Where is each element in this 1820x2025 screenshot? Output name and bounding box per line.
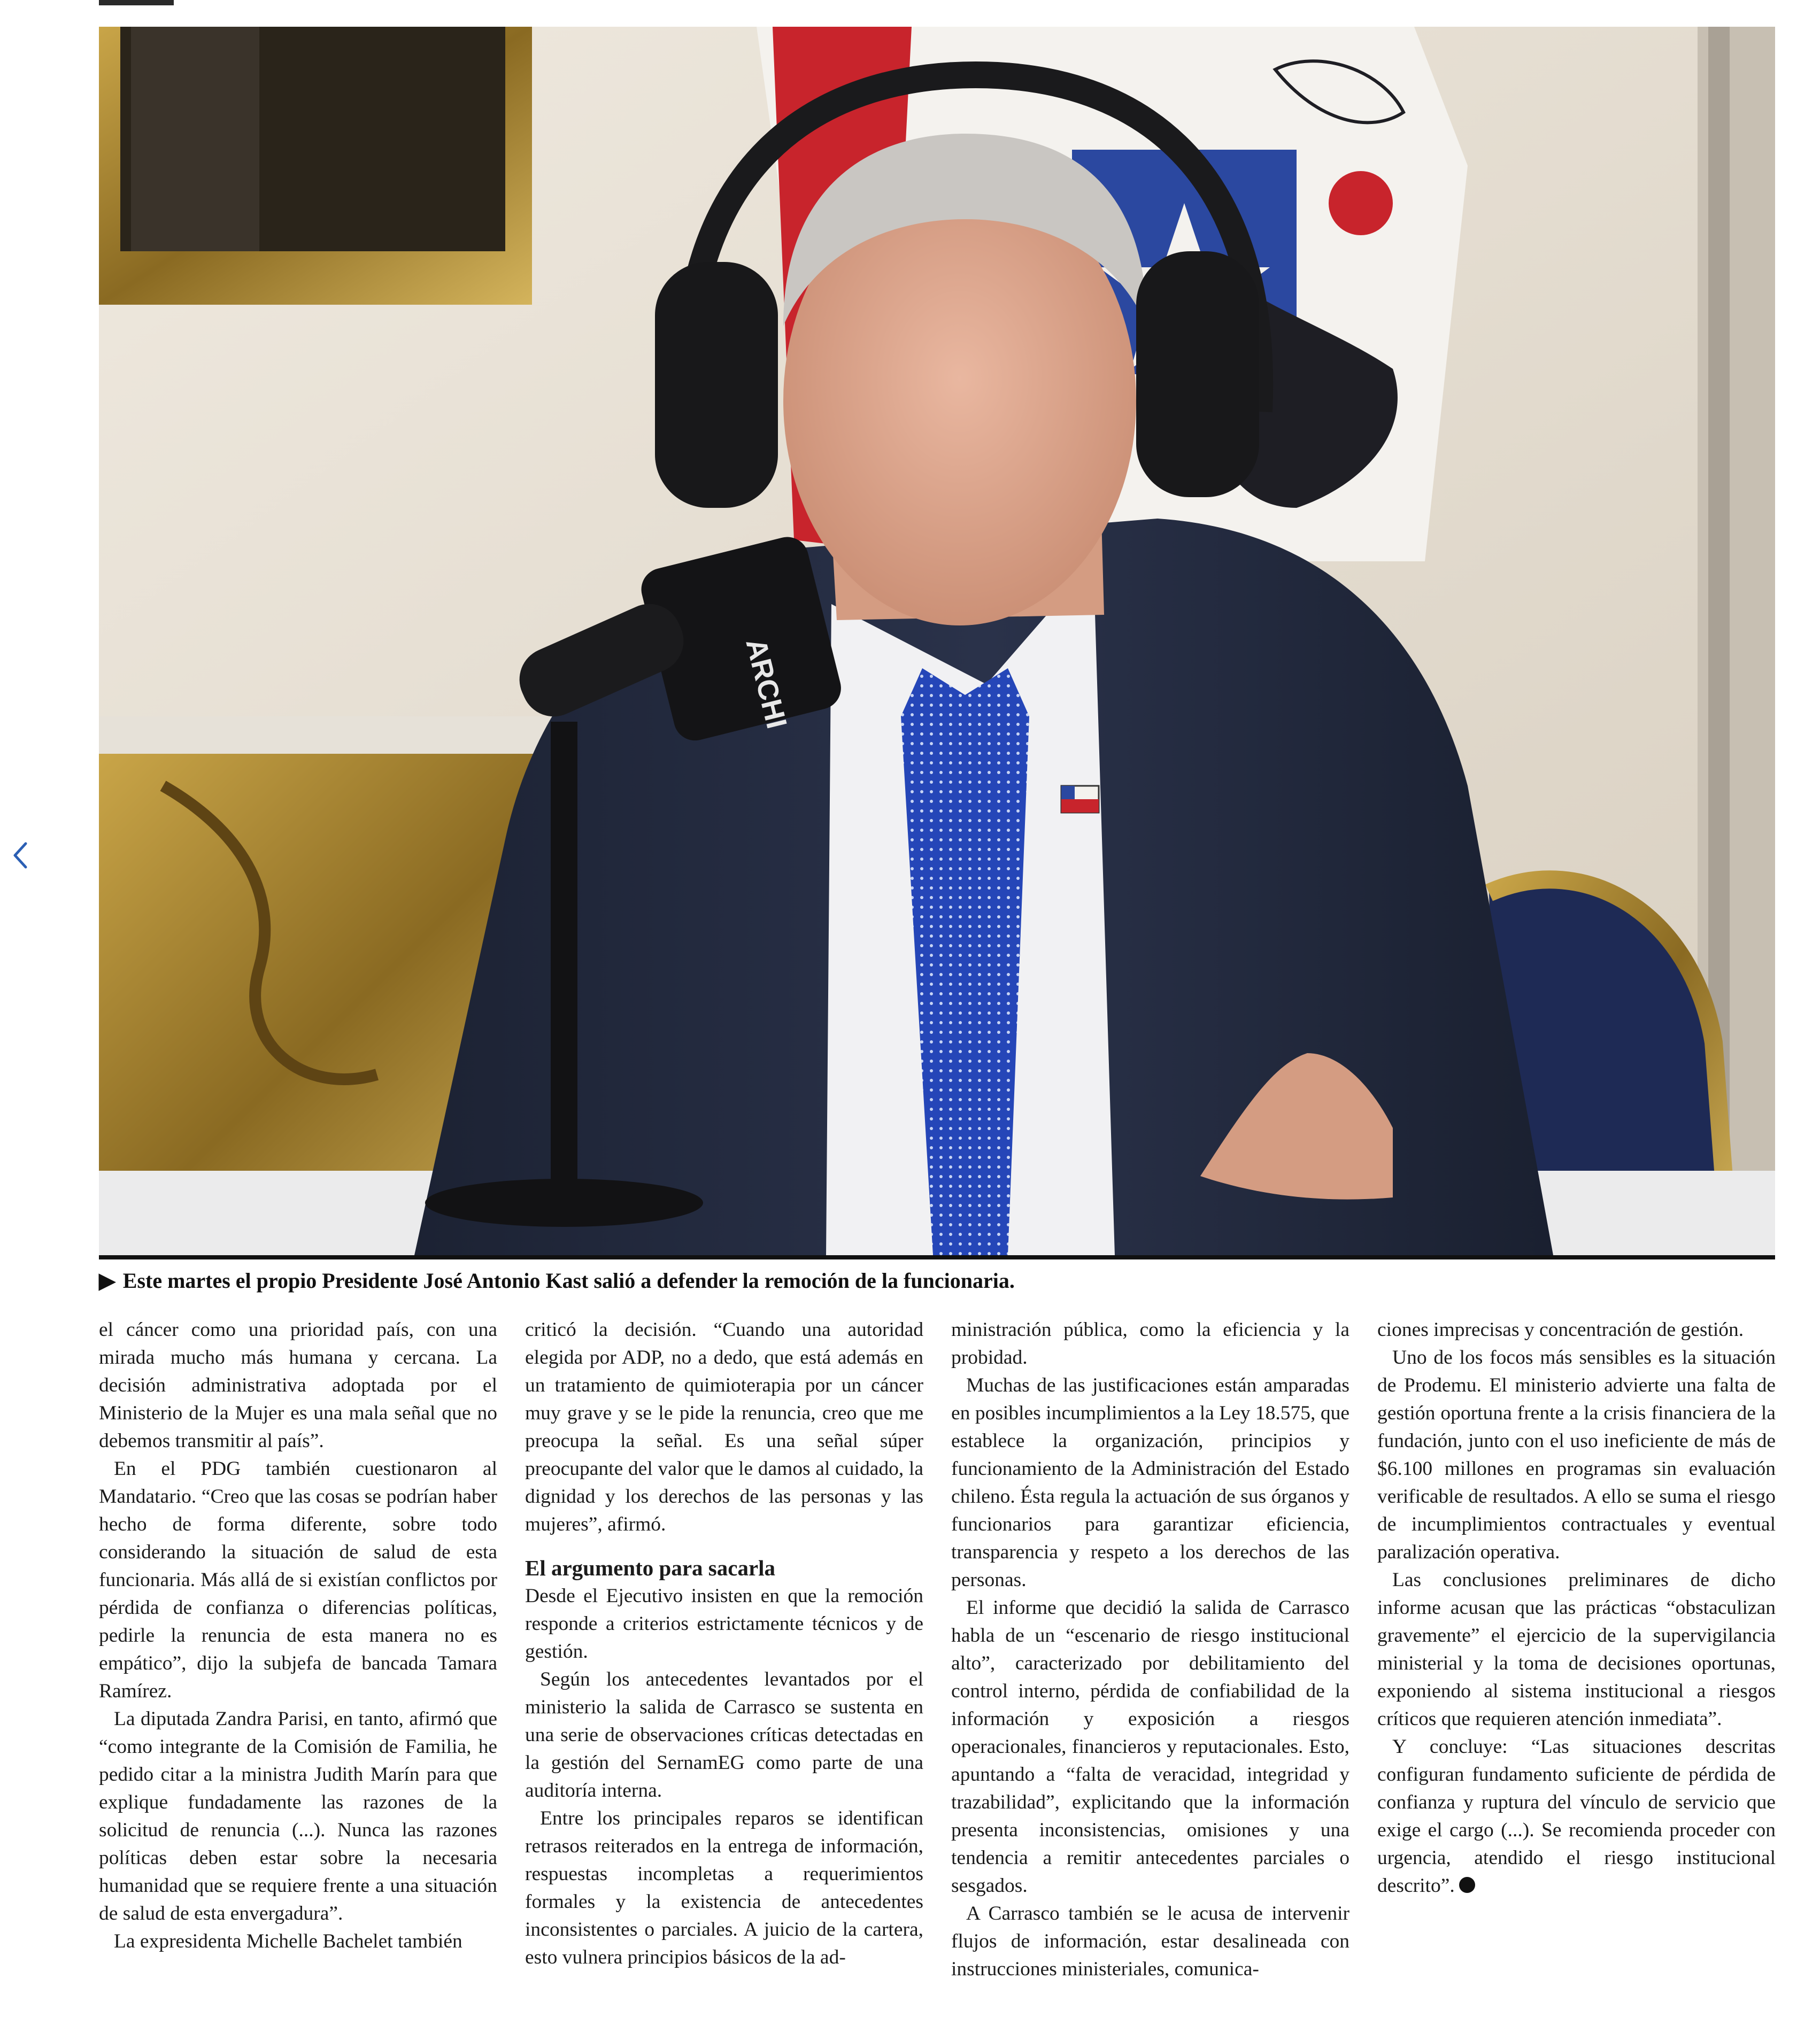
photo-caption <box>99 1266 1775 1298</box>
article-body <box>99 1316 1775 2011</box>
article-column-2 <box>525 1316 923 2011</box>
caption-triangle-icon: ▶ <box>99 1269 115 1293</box>
paragraph: A Carrasco también se le acusa de intervenir flujos de información, estar desalineada con instrucciones ministeriales, comunica- <box>951 1903 1349 1980</box>
article-photo <box>99 27 1775 1255</box>
article-column-4 <box>1377 1316 1776 2011</box>
paragraph: el cáncer como una prioridad país, con una mirada mucho más humana y cercana. La decisión administrativa adoptada por el Ministerio de la Mujer es una mala señal que no debemos transmitir al país”. <box>99 1319 497 1452</box>
paragraph: criticó la decisión. “Cuando una autoridad elegida por ADP, no a dedo, que está además en un tratamiento de quimioterapia por un cáncer muy grave y se le pide la renuncia, creo que me preocupa la señal. Es una señal súper preocupante del valor que le damos al cuidado, la dignidad y los derechos de las personas y las mujeres”, afirmó. <box>525 1319 923 1535</box>
paragraph: Las conclusiones preliminares de dicho informe acusan que las prácticas “obstaculizan gravemente” el ejercicio de la supervigilancia ministerial y la toma de decisiones oportunas, exponiendo al sistema institucional a riesgos críticos que requieren atención inmediata”. <box>1377 1569 1776 1730</box>
paragraph: ministración pública, como la eficiencia y la probidad. <box>951 1319 1349 1369</box>
section-header-fragment <box>99 0 174 5</box>
chevron-left-icon <box>9 839 32 871</box>
last-paragraph <box>1377 1733 1776 1900</box>
previous-page-button[interactable] <box>9 839 32 871</box>
paragraph: El informe que decidió la salida de Carrasco habla de un “escenario de riesgo institucional alto”, caracterizado por debilitamiento del control interno, pérdida de confiabilidad de la información y exposición a riesgos operacionales, financieros y reputacionales. Esto, apuntando a “falta de veracidad, integridad y trazabilidad”, explicitando que la información presenta inconsistencias, omisiones y una tendencia a remitir antecedentes parciales o sesgados. <box>951 1597 1349 1897</box>
end-of-article-icon <box>1459 1877 1475 1893</box>
paragraph: Uno de los focos más sensibles es la situación de Prodemu. El ministerio advierte una falta de gestión oportuna frente a la crisis financiera de la fundación, junto con el uso ineficiente de más de $6.100 millones en programas sin evaluación verificable de resultados. A ello se suma el riesgo de incumplimientos contractuales y eventual paralización operativa. <box>1377 1347 1776 1563</box>
paragraph: ciones imprecisas y concentración de gestión. <box>1377 1319 1744 1341</box>
caption-text: Este martes el propio Presidente José Antonio Kast salió a defender la remoción de la funcionaria. <box>122 1269 1015 1293</box>
article-column-1 <box>99 1316 497 2011</box>
paragraph: La expresidenta Michelle Bachelet también <box>114 1930 462 1952</box>
photo-rule <box>99 1255 1775 1259</box>
paragraph-text: Y concluye: “Las situaciones descritas configuran fundamento suficiente de pérdida de confianza y ruptura del vínculo de servicio que exige el cargo (...). Se recomienda proceder con urgencia, atendido el riesgo institucional descrito”. <box>1377 1736 1776 1897</box>
mic-brand-label: ARCHI <box>739 635 793 732</box>
paragraph: Entre los principales reparos se identifican retrasos reiterados en la entrega de información, respuestas incompletas a requerimientos formales y la existencia de antecedentes inconsistentes o parciales. A juicio de la cartera, esto vulnera principios básicos de la ad- <box>525 1807 923 1968</box>
article-subhead: El argumento para sacarla <box>525 1556 776 1580</box>
paragraph: En el PDG también cuestionaron al Mandatario. “Creo que las cosas se podrían haber hecho de forma diferente, sobre todo considerando la situación de salud de esta funcionaria. Más allá de si existían conflictos por pérdida de confianza o diferencias políticas, pedirle la renuncia de esta manera no es empático”, dijo la subjefa de bancada Tamara Ramírez. <box>99 1458 497 1702</box>
paragraph: La diputada Zandra Parisi, en tanto, afirmó que “como integrante de la Comisión de Familia, he pedido citar a la ministra Judith Marín para que explique fundadamente las razones de la solicitud de renuncia (...). Nunca las razones políticas deben estar sobre la necesaria humanidad que se requiere frente a una situación de salud de esta envergadura”. <box>99 1708 497 1924</box>
paragraph: Muchas de las justificaciones están amparadas en posibles incumplimientos a la Ley 18.575, que establece la organización, principios y funcionamiento de la Administración del Estado chileno. Ésta regula la actuación de sus órganos y funcionarios para garantizar eficiencia, transparencia y respeto a los derechos de las personas. <box>951 1374 1349 1591</box>
paragraph: Según los antecedentes levantados por el ministerio la salida de Carrasco se sustenta en una serie de observaciones críticas detectadas en la gestión del SernamEG como parte de una auditoría interna. <box>525 1668 923 1802</box>
article-column-3 <box>951 1316 1349 2011</box>
paragraph: Desde el Ejecutivo insisten en que la remoción responde a criterios estrictamente técnicos y de gestión. <box>525 1585 923 1663</box>
photo-illustration <box>99 27 1775 1255</box>
